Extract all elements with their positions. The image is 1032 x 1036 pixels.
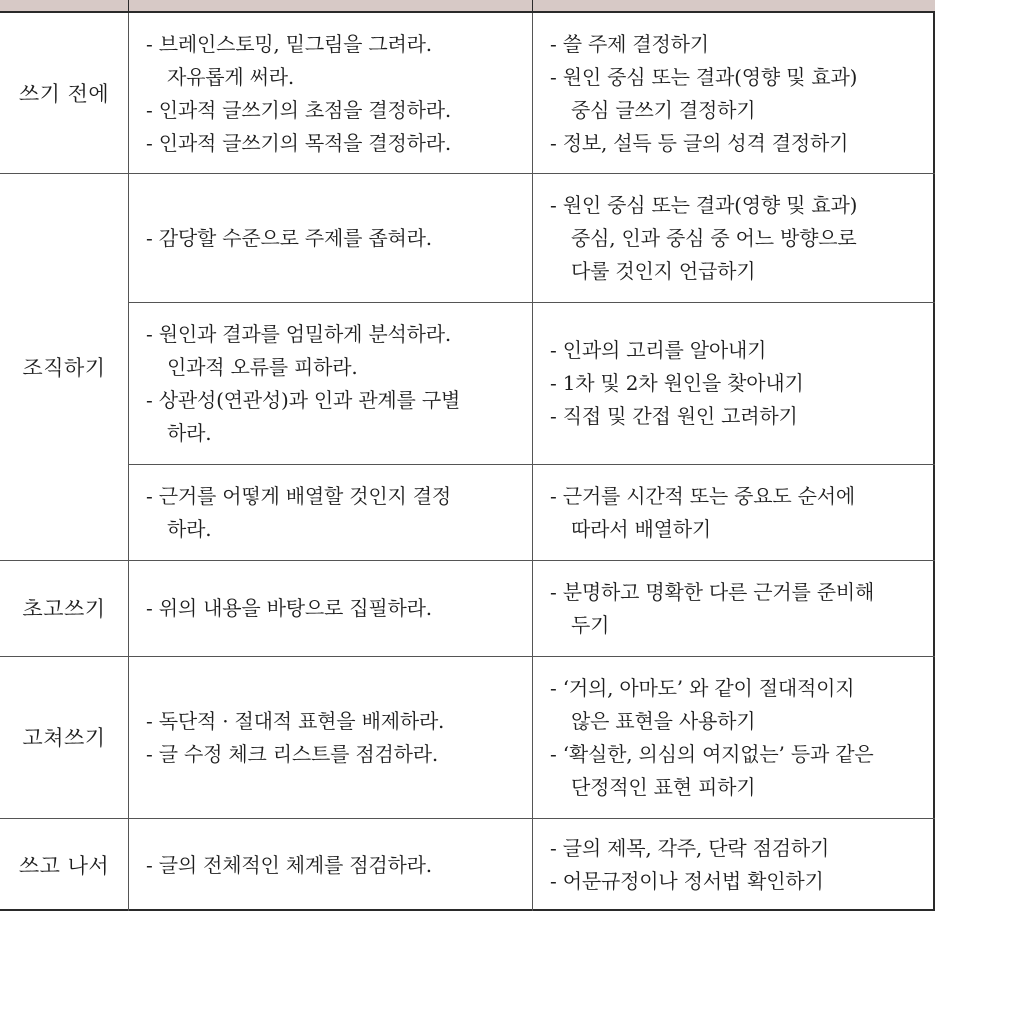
text-line: 따라서 배열하기: [571, 516, 711, 541]
action-cell: [550, 173, 930, 302]
stage-label: 초고쓰기: [22, 597, 106, 621]
text-line: - 근거를 어떻게 배열할 것인지 결정: [146, 483, 452, 508]
cell-lines: [550, 30, 857, 157]
text-line: - 분명하고 명확한 다른 근거를 준비해: [550, 579, 875, 604]
text-line: - 글 수정 체크 리스트를 점검하라.: [146, 741, 439, 766]
text-line: 단정적인 표현 피하기: [571, 774, 756, 799]
action-cell: [550, 560, 930, 656]
guideline-cell: [146, 13, 532, 173]
text-line: 두기: [571, 612, 610, 637]
cell-lines: [550, 674, 874, 801]
stage-label: 조직하기: [22, 355, 106, 380]
text-line: - ‘거의, 아마도’ 와 같이 절대적이지: [550, 675, 855, 700]
cell-lines: [146, 594, 432, 622]
text-line: 인과적 오류를 피하라.: [167, 354, 358, 379]
stage-label: 고쳐쓰기: [22, 726, 106, 750]
text-line: 다룰 것인지 언급하기: [571, 258, 756, 283]
text-line: 하라.: [167, 420, 212, 445]
cell-lines: [550, 191, 857, 285]
cell-lines: [550, 578, 874, 639]
column-divider: [532, 13, 533, 911]
action-cell: [550, 13, 930, 173]
guideline-cell: [146, 173, 532, 302]
header-divider: [532, 0, 533, 13]
cell-lines: [146, 224, 432, 252]
cell-lines: [146, 482, 451, 543]
cell-lines: [146, 30, 451, 157]
stage-label: 쓰고 나서: [18, 853, 110, 878]
text-line: - 위의 내용을 바탕으로 집필하라.: [146, 596, 432, 620]
action-cell: [550, 464, 930, 560]
guideline-cell: [146, 818, 532, 911]
text-line: - 원인과 결과를 엄밀하게 분석하라.: [146, 321, 452, 346]
text-line: - 글의 전체적인 체계를 점검하라.: [146, 852, 432, 877]
text-line: - ‘확실한, 의심의 여지없는’ 등과 같은: [550, 741, 874, 766]
text-line: - 직접 및 간접 원인 고려하기: [550, 404, 798, 428]
text-line: 않은 표현을 사용하기: [571, 708, 756, 733]
text-line: - 독단적 · 절대적 표현을 배제하라.: [146, 708, 445, 733]
text-line: 자유롭게 써라.: [167, 64, 295, 89]
text-line: - 브레인스토밍, 밑그림을 그려라.: [146, 31, 432, 56]
cell-lines: [146, 320, 460, 447]
action-cell: [550, 818, 930, 911]
text-line: - 인과적 글쓰기의 초점을 결정하라.: [146, 97, 452, 122]
text-line: - 어문규정이나 정서법 확인하기: [550, 869, 824, 893]
text-line: - 원인 중심 또는 결과(영향 및 효과): [550, 64, 858, 89]
cell-lines: [146, 851, 432, 879]
cell-lines: [550, 482, 855, 543]
text-line: - 원인 중심 또는 결과(영향 및 효과): [550, 192, 858, 217]
cell-lines: [550, 336, 804, 430]
text-line: 중심, 인과 중심 중 어느 방향으로: [571, 225, 857, 250]
action-cell: [550, 656, 930, 818]
guideline-cell: [146, 656, 532, 818]
text-line: - 쓸 주제 결정하기: [550, 31, 709, 56]
text-line: 중심 글쓰기 결정하기: [571, 97, 756, 122]
text-line: - 상관성(연관성)과 인과 관계를 구별: [146, 387, 461, 412]
guideline-cell: [146, 302, 532, 464]
text-line: - 정보, 설득 등 글의 성격 결정하기: [550, 130, 849, 155]
text-line: - 근거를 시간적 또는 중요도 순서에: [550, 483, 856, 508]
text-line: - 1차 및 2차 원인을 찾아내기: [550, 371, 804, 395]
column-divider: [128, 13, 129, 911]
stage-label: 쓰기 전에: [18, 82, 110, 106]
text-line: 하라.: [167, 516, 212, 541]
text-line: - 인과적 글쓰기의 목적을 결정하라.: [146, 130, 452, 155]
guideline-cell: [146, 464, 532, 560]
guideline-cell: [146, 560, 532, 656]
action-cell: [550, 302, 930, 464]
header-divider: [128, 0, 129, 13]
text-line: - 감당할 수준으로 주제를 좁혀라.: [146, 225, 432, 250]
cell-lines: [146, 707, 444, 768]
table-header-strip: [0, 0, 935, 13]
text-line: - 글의 제목, 각주, 단락 점검하기: [550, 836, 830, 860]
cell-lines: [550, 834, 829, 895]
text-line: - 인과의 고리를 알아내기: [550, 338, 767, 362]
